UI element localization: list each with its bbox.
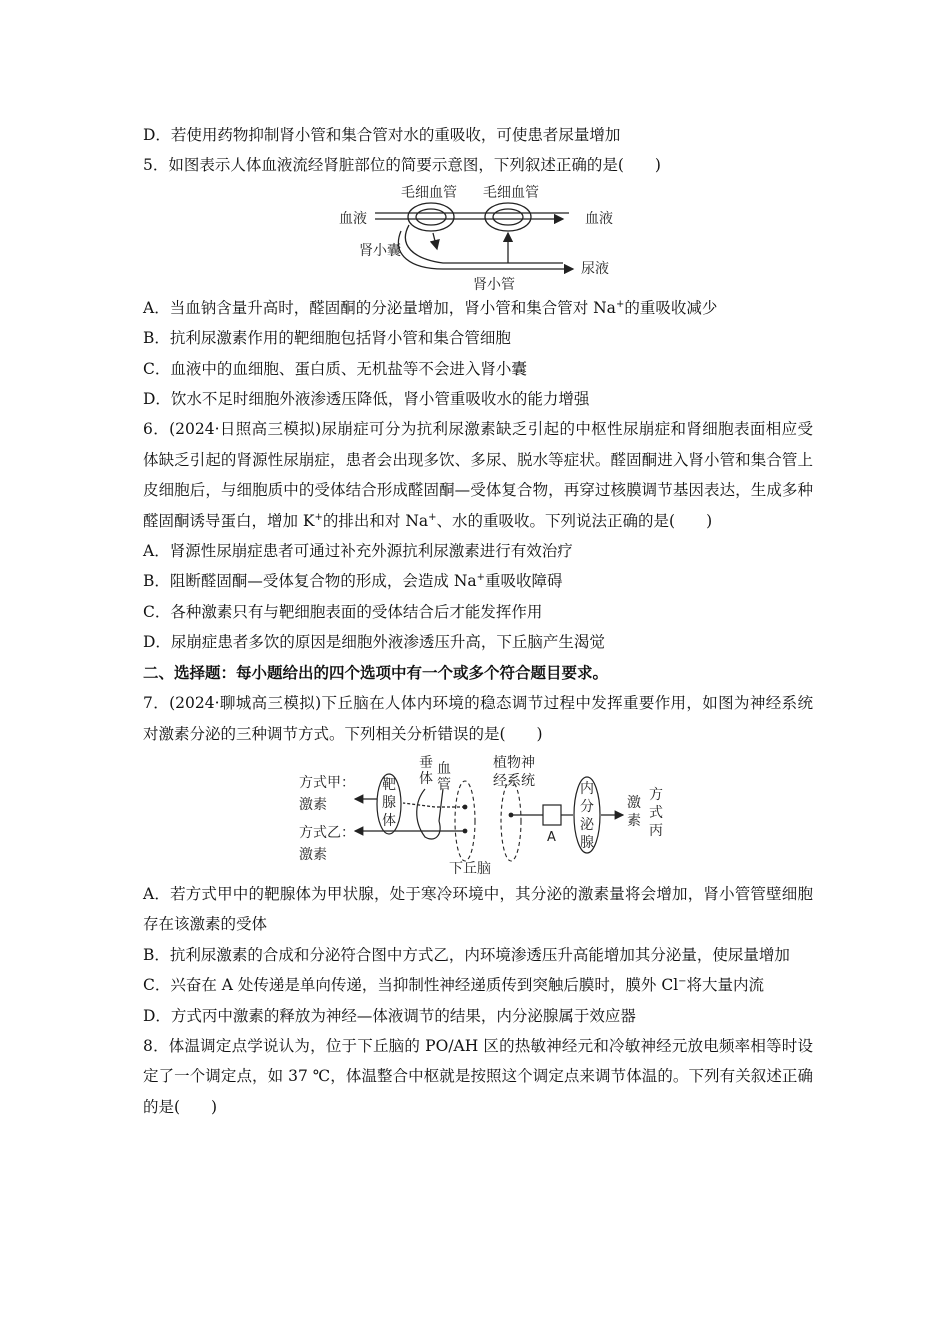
hypothalamus-ring-1 [455, 781, 475, 861]
hypothalamus-regulation-figure [143, 749, 813, 879]
q7-stem: 7．(2024·聊城高三模拟)下丘脑在人体内环境的稳态调节过程中发挥重要作用，如图为神经系统对激素分泌的三种调节方式。下列相关分析错误的是( ) [143, 694, 813, 743]
endocrine-char-3: 泌 [580, 816, 594, 833]
endocrine-char-1: 内 [580, 780, 594, 797]
target-gland-char-2: 腺 [382, 794, 396, 811]
veg-nerve-ring [501, 781, 521, 861]
vessel-char-1: 血 [437, 760, 451, 777]
blood-out-label: 血液 [585, 210, 613, 227]
q6-option-a: A．肾源性尿崩症患者可通过补充外源抗利尿激素进行有效治疗 [143, 542, 573, 561]
q4-option-d: D．若使用药物抑制肾小管和集合管对水的重吸收，可使患者尿量增加 [143, 126, 621, 144]
q8-stem: 8．体温调定点学说认为，位于下丘脑的 PO/AH 区的热敏神经元和冷敏神经元放电频率相等时设定了一个调定点，如 37 ℃，体温整合中枢就是按照这个调定点来调节体温的。下列有关叙述正确的是( ) [143, 1036, 813, 1116]
q5-option-a: A．当血钠含量升高时，醛固酮的分泌量增加，肾小管和集合管对 Na+的重吸收减少 [143, 298, 718, 317]
q6-option-c: C．各种激素只有与靶细胞表面的受体结合后才能发挥作用 [143, 602, 543, 621]
q7-option-d: D．方式丙中激素的释放为神经—体液调节的结果，内分泌腺属于效应器 [143, 1006, 636, 1025]
capsule-label: 肾小囊 [359, 242, 401, 259]
q7-option-c: C．兴奋在 A 处传递是单向传递，当抑制性神经递质传到突触后膜时，膜外 Cl−将大量内流 [143, 975, 765, 995]
pituitary-char-2: 体 [419, 770, 433, 787]
q7-option-b: B．抗利尿激素的合成和分泌符合图中方式乙，内环境渗透压升高能增加其分泌量，使尿量增加 [143, 945, 790, 964]
hormone-a-label: 激素 [299, 796, 327, 813]
capillary-label-1: 毛细血管 [401, 184, 457, 201]
endocrine-char-4: 腺 [580, 834, 594, 851]
hypothalamus-label: 下丘脑 [449, 860, 491, 877]
blood-vessel-lines [375, 203, 573, 269]
capillary-label-2: 毛细血管 [483, 184, 539, 201]
tubule-label: 肾小管 [473, 276, 515, 293]
pituitary-char-1: 垂 [419, 754, 433, 771]
mode-c-char-2: 式 [649, 804, 663, 821]
q6-option-d: D．尿崩症患者多饮的原因是细胞外液渗透压升高，下丘脑产生渴觉 [143, 633, 605, 652]
veg-nerve-label-2: 经系统 [493, 772, 535, 789]
hormone-b-label: 激素 [299, 846, 327, 863]
q5-option-d: D．饮水不足时细胞外液渗透压降低，肾小管重吸收水的能力增强 [143, 390, 590, 409]
target-gland-char-1: 靶 [382, 776, 396, 793]
mode-c-char-1: 方 [649, 786, 663, 803]
q7-option-a: A．若方式甲中的靶腺体为甲状腺，处于寒冷环境中，其分泌的激素量将会增加，肾小管管壁细胞存在该激素的受体 [143, 884, 813, 934]
urine-label: 尿液 [581, 260, 609, 277]
hormone-c-char-2: 素 [627, 812, 641, 829]
blood-in-label: 血液 [339, 210, 367, 227]
document-page [143, 120, 813, 1122]
mode-c-char-3: 丙 [649, 822, 663, 839]
q6-option-b: B．阻断醛固酮—受体复合物的形成，会造成 Na+重吸收障碍 [143, 572, 563, 591]
veg-nerve-label-1: 植物神 [493, 754, 535, 771]
endocrine-char-2: 分 [580, 798, 594, 815]
target-gland-char-3: 体 [382, 812, 396, 829]
mode-a-label: 方式甲： [299, 774, 355, 791]
hormone-c-char-1: 激 [627, 794, 641, 811]
kidney-blood-flow-figure [143, 181, 813, 293]
synapse-a-label: A [547, 829, 556, 845]
section-two-heading: 二、选择题：每小题给出的四个选项中有一个或多个符合题目要求。 [143, 662, 609, 682]
q5-option-b: B．抗利尿激素作用的靶细胞包括肾小管和集合管细胞 [143, 329, 511, 348]
q5-stem: 5．如图表示人体血液流经肾脏部位的简要示意图，下列叙述正确的是( ) [143, 156, 661, 175]
q5-option-c: C．血液中的血细胞、蛋白质、无机盐等不会进入肾小囊 [143, 359, 527, 378]
q6-stem: 6．(2024·日照高三模拟)尿崩症可分为抗利尿激素缺乏引起的中枢性尿崩症和肾细胞表面相应受体缺乏引起的肾源性尿崩症，患者会出现多饮、多尿、脱水等症状。醛固酮进入肾小管和集合管上皮细胞后，与细胞质中的受体结合形成醛固酮—受体复合物，再穿过核膜调节基因表达，生成多种醛固酮诱导蛋白，增加 K+的排出和对 Na+、水的重吸收。下列说法正确的是( ) [143, 420, 813, 530]
mode-b-label: 方式乙： [299, 824, 355, 841]
vessel-char-2: 管 [437, 776, 451, 793]
